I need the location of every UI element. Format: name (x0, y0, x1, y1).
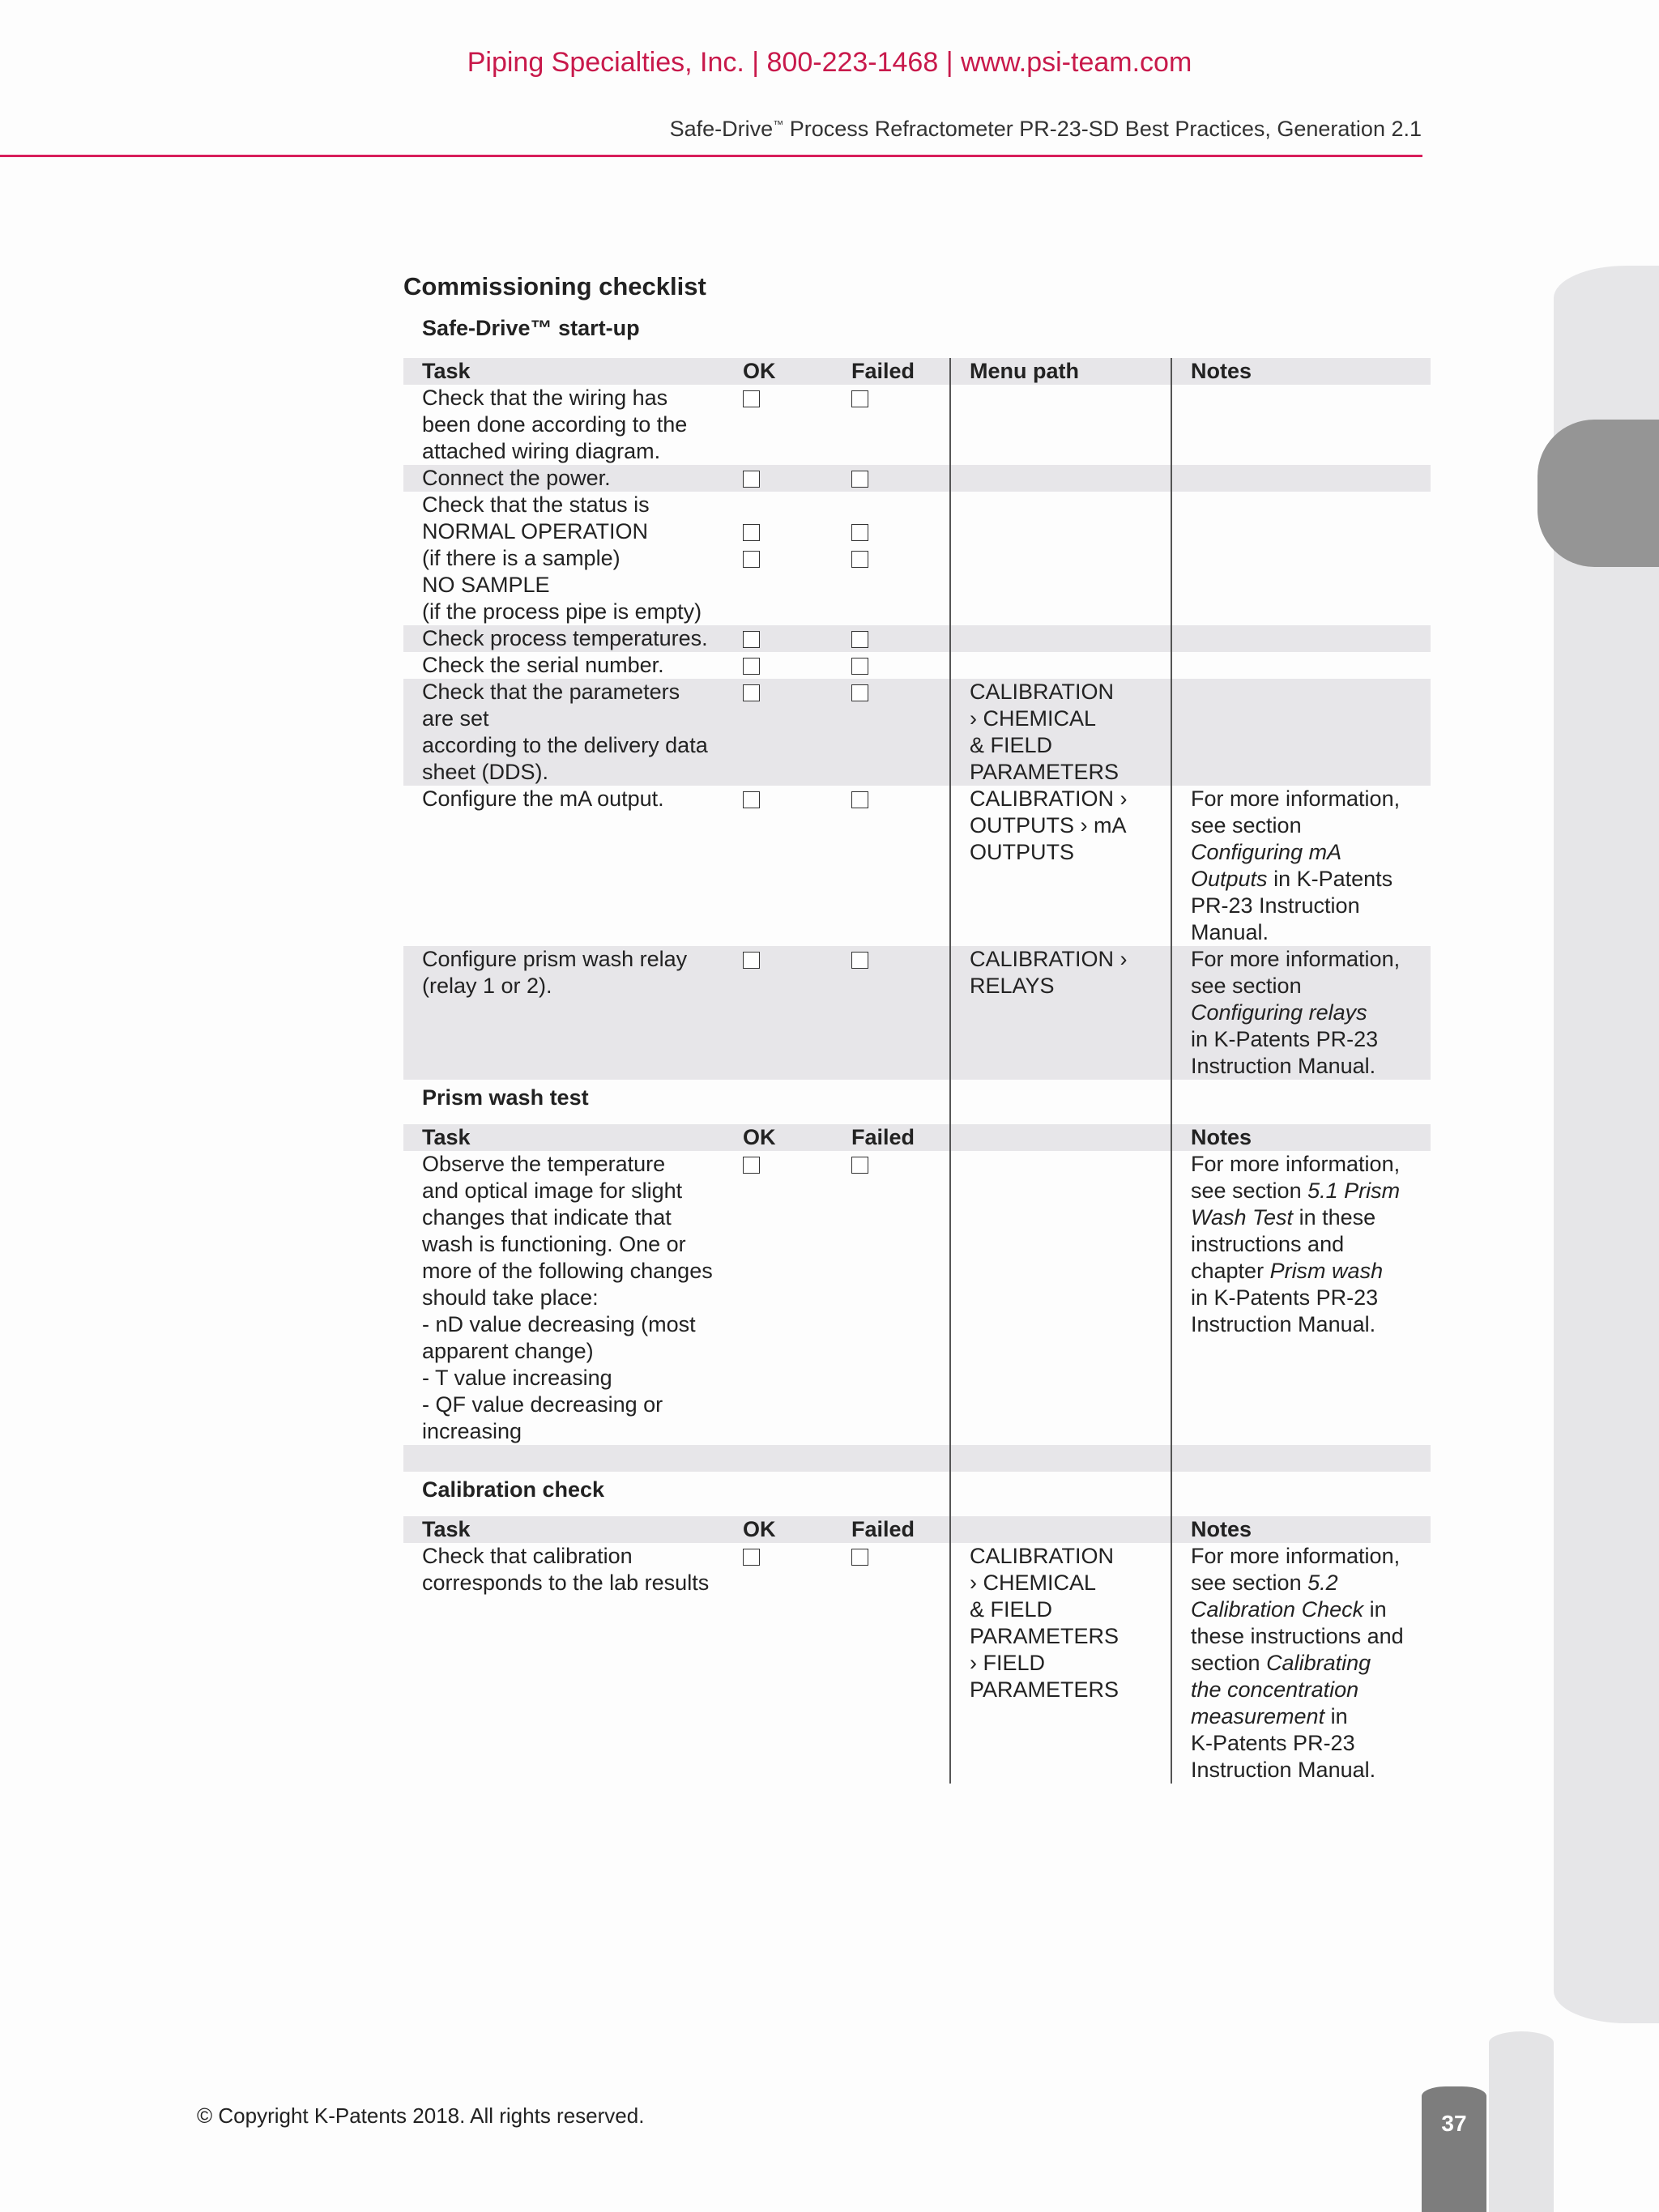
task-text: Configure the mA output. (422, 786, 664, 811)
failed-cell (851, 679, 950, 786)
menu-path-text: › CHEMICAL (970, 1571, 1097, 1595)
task-cell (403, 625, 743, 652)
table-row (403, 465, 1431, 492)
failed-checkbox[interactable] (851, 471, 868, 488)
menu-path-cell (950, 465, 1171, 492)
notes-text: For more information, (1191, 1152, 1401, 1176)
menu-path-text: RELAYS (970, 974, 1055, 998)
ok-cell (743, 786, 851, 946)
failed-checkbox[interactable] (851, 791, 868, 808)
task-text: NORMAL OPERATION (422, 519, 649, 543)
column-header-notes: Notes (1171, 1516, 1431, 1543)
failed-cell (851, 1151, 950, 1445)
task-text: corresponds to the lab results (422, 1571, 710, 1595)
menu-path-text: OUTPUTS › mA (970, 813, 1127, 837)
failed-cell (851, 385, 950, 465)
failed-checkbox[interactable] (851, 1549, 868, 1566)
task-text: Connect the power. (422, 466, 611, 490)
page-number: 37 (1441, 2111, 1467, 2136)
active-chapter-tab[interactable] (1537, 420, 1659, 567)
copyright: © Copyright K-Patents 2018. All rights reserved. (197, 2103, 645, 2128)
page-tab-decoration (1489, 2031, 1554, 2212)
notes-text: the concentration (1191, 1677, 1359, 1702)
notes-cell (1171, 465, 1431, 492)
ok-cell (743, 385, 851, 465)
task-text: (if there is a sample) (422, 546, 621, 570)
menu-path-cell (950, 492, 1171, 625)
menu-path-text: & FIELD (970, 733, 1053, 757)
notes-cell (1171, 652, 1431, 679)
ok-cell (743, 492, 851, 625)
task-cell (403, 1151, 743, 1445)
task-text: been done according to the (422, 412, 688, 437)
notes-text: see section 5.2 (1191, 1571, 1338, 1595)
empty-cell (743, 1080, 851, 1124)
failed-checkbox[interactable] (851, 684, 868, 701)
menu-path-text: › CHEMICAL (970, 706, 1097, 731)
task-cell (403, 492, 743, 625)
ok-checkbox[interactable] (743, 684, 760, 701)
ok-cell (743, 1543, 851, 1784)
table-header-row (403, 1516, 1431, 1543)
empty-cell (950, 1080, 1171, 1124)
ok-checkbox[interactable] (743, 551, 760, 568)
notes-text: For more information, (1191, 1544, 1401, 1568)
notes-text: K-Patents PR-23 (1191, 1731, 1355, 1755)
menu-path-text: PARAMETERS (970, 760, 1120, 784)
menu-path-text: OUTPUTS (970, 840, 1075, 864)
failed-cell (851, 625, 950, 652)
ok-cell (743, 625, 851, 652)
notes-text: these instructions and (1191, 1624, 1404, 1648)
notes-text: section Calibrating (1191, 1651, 1371, 1675)
notes-cell (1171, 625, 1431, 652)
task-text: wash is functioning. One or (422, 1232, 686, 1256)
notes-cell (1171, 492, 1431, 625)
column-header-menu-path (950, 1516, 1171, 1543)
header-rule (0, 155, 1422, 157)
menu-path-cell (950, 1151, 1171, 1445)
notes-cell (1171, 1543, 1431, 1784)
notes-text: Configuring relays (1191, 1000, 1367, 1025)
notes-text: For more information, (1191, 947, 1401, 971)
section-title: Commissioning checklist (403, 272, 706, 300)
subsection-title: Safe-Drive™ start-up (422, 316, 640, 340)
section-subheader-row (403, 1080, 1431, 1124)
spacer-cell (403, 1445, 743, 1472)
task-text: are set (422, 706, 489, 731)
table-row (403, 1151, 1431, 1445)
task-text: apparent change) (422, 1339, 594, 1363)
task-text: Check that the wiring has (422, 386, 668, 410)
section-subheader: Calibration check (422, 1477, 605, 1502)
menu-path-cell (950, 786, 1171, 946)
task-text: Observe the temperature (422, 1152, 666, 1176)
notes-text: chapter Prism wash (1191, 1259, 1384, 1283)
task-text: sheet (DDS). (422, 760, 549, 784)
column-header-menu-path: Menu path (950, 358, 1171, 385)
ok-cell (743, 652, 851, 679)
task-cell (403, 1543, 743, 1784)
column-header-menu-path (950, 1124, 1171, 1151)
notes-cell (1171, 786, 1431, 946)
failed-checkbox[interactable] (851, 551, 868, 568)
doc-title-prefix: Safe-Drive (669, 117, 774, 141)
notes-cell (1171, 946, 1431, 1080)
notes-text: Manual. (1191, 920, 1269, 944)
menu-path-cell (950, 1543, 1171, 1784)
failed-cell (851, 465, 950, 492)
ok-checkbox[interactable] (743, 658, 760, 675)
table-row (403, 492, 1431, 625)
menu-path-text: PARAMETERS (970, 1677, 1120, 1702)
task-cell (403, 385, 743, 465)
notes-text: see section (1191, 813, 1302, 837)
task-text: - T value increasing (422, 1366, 612, 1390)
failed-checkbox[interactable] (851, 1157, 868, 1174)
menu-path-text: & FIELD (970, 1597, 1053, 1622)
menu-path-text: CALIBRATION (970, 1544, 1115, 1568)
failed-checkbox[interactable] (851, 952, 868, 969)
task-cell (403, 652, 743, 679)
ok-cell (743, 1151, 851, 1445)
failed-cell (851, 492, 950, 625)
table-header-row (403, 358, 1431, 385)
notes-cell (1171, 1151, 1431, 1445)
notes-text: Instruction Manual. (1191, 1054, 1376, 1078)
task-text: should take place: (422, 1285, 599, 1310)
company-header: Piping Specialties, Inc. | 800-223-1468 | www.psi-team.com (467, 47, 1192, 78)
task-text: Check the serial number. (422, 653, 664, 677)
ok-cell (743, 465, 851, 492)
column-header-failed: Failed (851, 1516, 950, 1543)
notes-cell (1171, 385, 1431, 465)
task-cell (403, 946, 743, 1080)
table-row (403, 385, 1431, 465)
failed-cell (851, 1543, 950, 1784)
ok-checkbox[interactable] (743, 524, 760, 541)
spacer-cell (743, 1445, 851, 1472)
ok-cell (743, 946, 851, 1080)
ok-checkbox[interactable] (743, 952, 760, 969)
failed-checkbox[interactable] (851, 524, 868, 541)
menu-path-cell (950, 625, 1171, 652)
task-text: changes that indicate that (422, 1205, 672, 1230)
page-number-tab (1422, 2086, 1486, 2212)
menu-path-cell (950, 679, 1171, 786)
task-text: Check that calibration (422, 1544, 633, 1568)
table-row (403, 786, 1431, 946)
document-title (670, 117, 1422, 142)
task-text: more of the following changes (422, 1259, 713, 1283)
spacer-row (403, 1445, 1431, 1472)
column-header-ok: OK (743, 358, 851, 385)
notes-text: in K-Patents PR-23 (1191, 1285, 1379, 1310)
checklist-body (403, 358, 1431, 1784)
menu-path-text: CALIBRATION (970, 680, 1115, 704)
notes-text: Instruction Manual. (1191, 1758, 1376, 1782)
menu-path-cell (950, 946, 1171, 1080)
doc-title-rest: Process Refractometer PR-23-SD Best Practices, Generation 2.1 (783, 117, 1422, 141)
failed-checkbox[interactable] (851, 390, 868, 407)
empty-cell (1171, 1472, 1431, 1516)
ok-checkbox[interactable] (743, 631, 760, 648)
task-text: and optical image for slight (422, 1178, 683, 1203)
task-text: Check that the parameters (422, 680, 680, 704)
notes-text: Configuring mA (1191, 840, 1342, 864)
column-header-ok: OK (743, 1516, 851, 1543)
ok-checkbox[interactable] (743, 1157, 760, 1174)
failed-checkbox[interactable] (851, 658, 868, 675)
commissioning-checklist-table (403, 358, 1431, 1784)
task-cell (403, 679, 743, 786)
task-text: NO SAMPLE (422, 573, 550, 597)
task-text: - QF value decreasing or (422, 1392, 663, 1417)
task-cell (403, 786, 743, 946)
menu-path-text: PARAMETERS (970, 1624, 1120, 1648)
empty-cell (851, 1080, 950, 1124)
menu-path-cell (950, 385, 1171, 465)
notes-text: measurement in (1191, 1704, 1348, 1728)
task-cell (403, 465, 743, 492)
table-row (403, 652, 1431, 679)
notes-cell (1171, 679, 1431, 786)
ok-checkbox[interactable] (743, 471, 760, 488)
failed-cell (851, 786, 950, 946)
task-text: Configure prism wash relay (422, 947, 688, 971)
section-subheader-row (403, 1472, 1431, 1516)
table-row (403, 1543, 1431, 1784)
task-text: Check process temperatures. (422, 626, 708, 650)
task-text: according to the delivery data (422, 733, 708, 757)
column-header-failed: Failed (851, 358, 950, 385)
notes-text: Instruction Manual. (1191, 1312, 1376, 1336)
column-header-task: Task (403, 358, 743, 385)
notes-text: Wash Test in these (1191, 1205, 1376, 1230)
task-text: - nD value decreasing (most (422, 1312, 696, 1336)
spacer-cell (1171, 1445, 1431, 1472)
notes-text: For more information, (1191, 786, 1401, 811)
notes-text: Calibration Check in (1191, 1597, 1387, 1622)
ok-checkbox[interactable] (743, 390, 760, 407)
table-row (403, 679, 1431, 786)
table-row (403, 625, 1431, 652)
notes-text: see section 5.1 Prism (1191, 1178, 1401, 1203)
section-subheader: Prism wash test (422, 1085, 589, 1110)
table-row (403, 946, 1431, 1080)
empty-cell (1171, 1080, 1431, 1124)
empty-cell (950, 1472, 1171, 1516)
trademark-symbol: ™ (773, 118, 784, 130)
notes-text: PR-23 Instruction (1191, 893, 1360, 918)
notes-text: in K-Patents PR-23 (1191, 1027, 1379, 1051)
ok-checkbox[interactable] (743, 791, 760, 808)
failed-cell (851, 652, 950, 679)
failed-checkbox[interactable] (851, 631, 868, 648)
task-text: Check that the status is (422, 492, 650, 517)
menu-path-text: › FIELD (970, 1651, 1046, 1675)
empty-cell (851, 1472, 950, 1516)
notes-text: see section (1191, 974, 1302, 998)
task-text: (if the process pipe is empty) (422, 599, 702, 624)
menu-path-cell (950, 652, 1171, 679)
menu-path-text: CALIBRATION › (970, 947, 1128, 971)
column-header-notes: Notes (1171, 358, 1431, 385)
column-header-task: Task (403, 1516, 743, 1543)
notes-text: Outputs in K-Patents (1191, 867, 1393, 891)
failed-cell (851, 946, 950, 1080)
task-text: increasing (422, 1419, 522, 1443)
ok-checkbox[interactable] (743, 1549, 760, 1566)
ok-cell (743, 679, 851, 786)
column-header-ok: OK (743, 1124, 851, 1151)
menu-path-text: CALIBRATION › (970, 786, 1128, 811)
table-header-row (403, 1124, 1431, 1151)
task-text: (relay 1 or 2). (422, 974, 552, 998)
spacer-cell (851, 1445, 950, 1472)
spacer-cell (950, 1445, 1171, 1472)
empty-cell (743, 1472, 851, 1516)
column-header-notes: Notes (1171, 1124, 1431, 1151)
column-header-failed: Failed (851, 1124, 950, 1151)
column-header-task: Task (403, 1124, 743, 1151)
notes-text: instructions and (1191, 1232, 1345, 1256)
task-text: attached wiring diagram. (422, 439, 661, 463)
